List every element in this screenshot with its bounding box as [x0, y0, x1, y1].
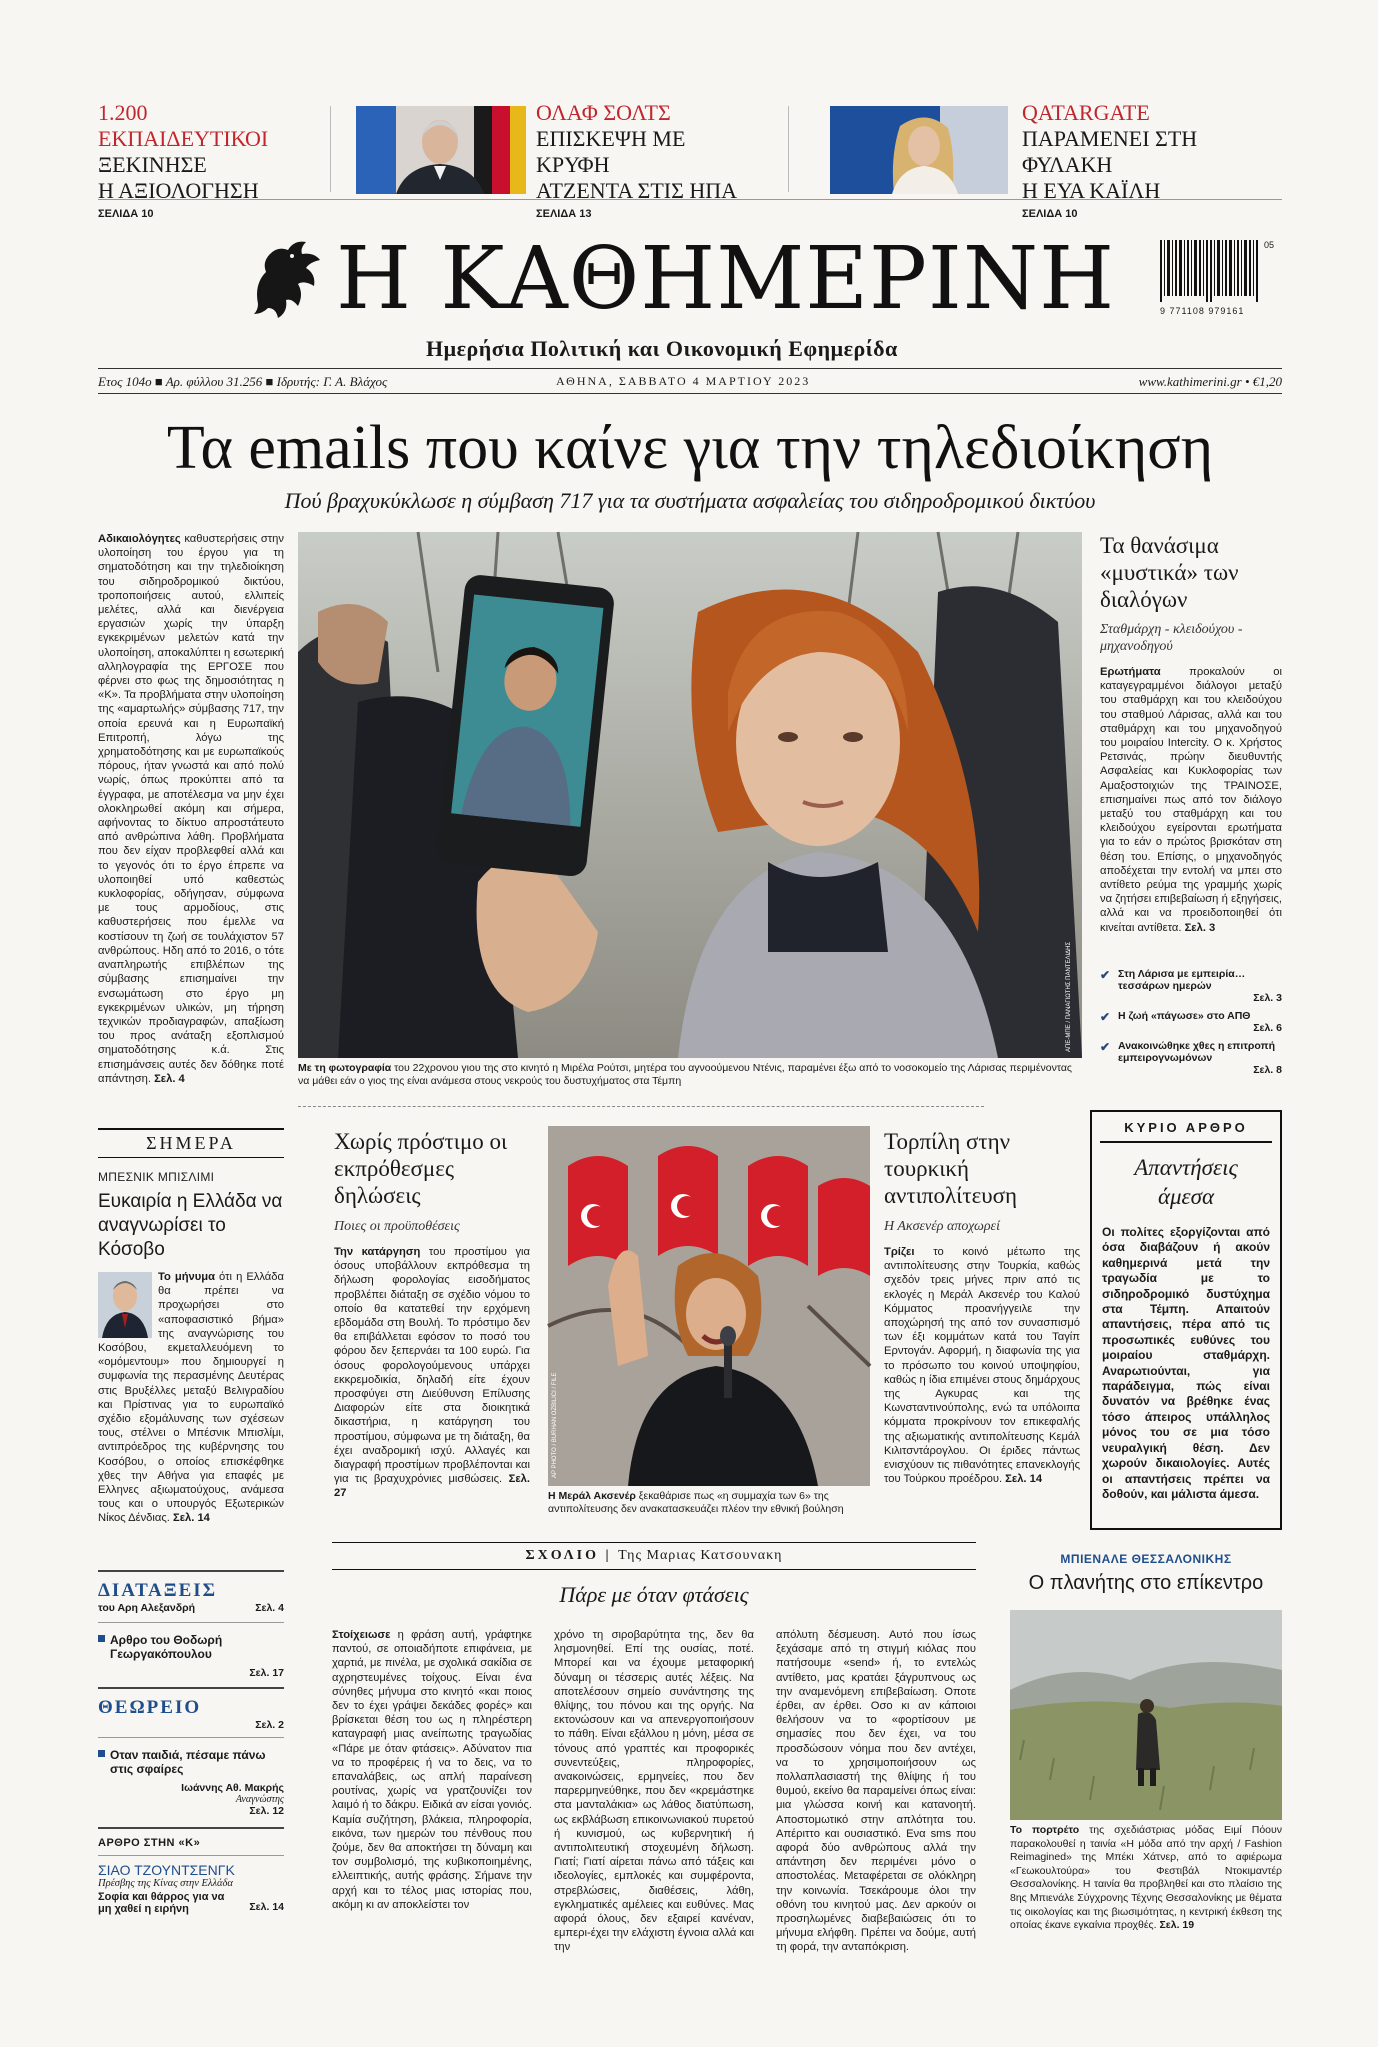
section-title[interactable]: ΔΙΑΤΑΞΕΙΣ: [98, 1580, 218, 1601]
column-text-1: [332, 1628, 532, 1938]
page-ref: Σελ. 12: [249, 1805, 284, 1817]
section-title[interactable]: ΘΕΩΡΕΙΟ: [98, 1697, 202, 1718]
caption-lead: Το πορτρέτο: [1010, 1824, 1080, 1836]
biennale-photo: [1010, 1610, 1282, 1820]
page-ref[interactable]: Σελ. 14: [172, 1512, 210, 1525]
column-label: ΣΧΟΛΙΟ: [525, 1548, 600, 1563]
teaser-line: Η ΑΞΙΟΛΟΓΗΣΗ: [98, 178, 259, 203]
story-kicker: ΜΠΙΕΝΑΛΕ ΘΕΣΣΑΛΟΝΙΚΗΣ: [1060, 1552, 1232, 1566]
lead-word: Το μήνυμα: [158, 1271, 216, 1283]
ref-text: Η ζωή «πάγωσε» στο ΑΠΘ: [1118, 1010, 1251, 1022]
ref-page: Σελ. 8: [1253, 1064, 1282, 1076]
story-body: [1100, 665, 1282, 945]
teaser-line: ΕΠΙΣΚΕΨΗ ΜΕ ΚΡΥΦΗ: [536, 126, 686, 177]
article-title[interactable]: Σοφία και θάρρος για να μη χαθεί η ειρήνη: [98, 1891, 225, 1915]
akshener-caption: [548, 1490, 870, 1516]
article-title: Οταν παιδιά, πέσαμε πάνω στις σφαίρες: [110, 1748, 266, 1776]
photo-credit: ΑΠΕ-ΜΠΕ / ΠΑΝΑΓΙΩΤΗΣ ΠΑΝΤΕΛΙΔΗΣ: [1066, 941, 1072, 1052]
caption-lead: Με τη φωτογραφία: [298, 1062, 392, 1074]
section-title: ΣΗΜΕΡΑ: [98, 1128, 284, 1158]
issue-date: ΑΘΗΝΑ, ΣΑΒΒΑΤΟ 4 ΜΑΡΤΙΟΥ 2023: [556, 374, 811, 388]
caption-text: ξεκαθάρισε πως «η συμμαχία των 6» της αντιπολίτευσης δεν ανακατασκευάζει πλέον την εθνική βούληση: [548, 1490, 844, 1515]
caption-text: του 22χρονου γιου της στο κινητό η Μιρέλα Ρούτσι, μητέρα του αγνοούμενου Ντένις, παραμένει έξω από το νοσοκομείο της Λάρισας περιμένοντας να μάθει εάν ο γιος της είναι ανάμεσα στους νεκρούς του δυστυχήματος στα Τέμπη: [298, 1062, 1072, 1087]
biennale-caption: [1010, 1824, 1282, 1933]
masthead: [98, 212, 1282, 362]
caption-lead: Η Μεράλ Ακσενέρ: [548, 1490, 636, 1502]
teaser-kicker: 1.200 ΕΚΠΑΙΔΕΥΤΙΚΟΙ: [98, 100, 269, 151]
column-text-3: απόλυτη δέσμευση. Αυτό που ίσως ξεχάσαμε από τη στιγμή κιόλας που πατήσουμε «send» ή, το εντελώς αντίθετο, μας κρατάει ξάγρυπνους ως την αναμενόμενη επιβεβαίωση. Οποτε έρθει, αν έρθει. Οσο κι αν κάποιοι θελήσουν να το «φορτίσουν με σημασίες που δεν έχει, να του προσδώσουν νόημα που δεν αντέχει, να το χρησιμοποιήσουν ως πολλαπλασιαστή της θλίψης ή του θυμού, εκείνο θα παραμείνει όπως είναι: μια γλώσσα κοινή και κατανοητή. Αποστομωτικό στην απλότητα του. Απέριττο και ουσιαστικό. Ενα sms που αφορά δύο ανθρώπους αλλά την απάντηση δεν περιμένει μόνο ο αποστολέας. Μεταφέρεται σε ολόκληρη την κοινωνία. Τσεκάρουμε όλοι την οθόνη του κινητού μας. Δεν αρκούν οι προσηλωμένες διαβεβαιώσεις ότι το μήνυμα ελήφθη. Πρέπει να δούμε, αυτή τη φορά, την ανταπόκριση.: [776, 1629, 976, 1954]
ref-page: Σελ. 6: [1253, 1022, 1282, 1034]
lead-word: Ερωτήματα: [1100, 666, 1161, 678]
page-ref[interactable]: Σελ. 14: [1005, 1473, 1043, 1486]
teaser-line: ΞΕΚΙΝΗΣΕ: [98, 152, 207, 177]
biennale-story: [1010, 1552, 1282, 1595]
article-link[interactable]: [98, 1748, 284, 1776]
ref-text: Ανακοινώθηκε χθες η επιτροπή εμπειρογνωμόνων: [1118, 1040, 1275, 1064]
newspaper-title[interactable]: Η ΚΑΘΗΜΕΡΙΝΗ: [336, 229, 1116, 329]
barcode-number: 9 771108 979161: [1160, 306, 1245, 316]
story-kicker: Ποιες οι προϋποθέσεις: [334, 1219, 460, 1234]
story-title[interactable]: Ο πλανήτης στο επίκεντρο: [1028, 1572, 1264, 1594]
story-kicker: ΜΠΕΣΝΙΚ ΜΠΙΣΛΙΜΙ: [98, 1170, 215, 1184]
ref-page: Σελ. 3: [1253, 992, 1282, 1004]
checkmark-icon: ✔: [1100, 968, 1111, 982]
lead-word: Στοίχειωσε: [332, 1629, 391, 1641]
teaser-page: ΣΕΛΙΔΑ 10: [98, 208, 154, 220]
griffin-logo-icon: [248, 234, 324, 320]
barcode-icon: [1160, 240, 1260, 302]
related-refs: [1100, 968, 1282, 1082]
teaser-kicker: QATARGATE: [1022, 100, 1150, 125]
column-title[interactable]: Πάρε με όταν φτάσεις: [559, 1582, 749, 1607]
checkmark-icon: ✔: [1100, 1010, 1111, 1024]
page-ref[interactable]: Σελ. 3: [1184, 921, 1216, 934]
teaser-page: ΣΕΛΙΔΑ 13: [536, 208, 592, 220]
tax-story: [334, 1128, 530, 1505]
lead-word: Την κατάργηση: [334, 1246, 421, 1258]
caption-text: της σχεδιάστριας μόδας Ειμί Πόουν παρακολουθεί η ταινία «Η μόδα από την αρχή / Fashion Reimagined» της Μπέκι Χάτνερ, από το αφιέρωμα «Γεωκουλτούρα» του Φεστιβάλ Ντοκιμαντέρ Θεσσαλονίκης. Η ταινία θα προβληθεί και στο πλαίσιο της 8ης Μπιενάλε Σύγχρονης Τέχνης Θεσσαλονίκης με θέματα τις οικολογίας και της βιωσιμότητας, η κεντρική έκθεση της οποίας έκανε εγκαίνια προχθές.: [1010, 1824, 1282, 1932]
author-role: Αναγνώστης: [235, 1794, 284, 1805]
story-title[interactable]: Τορπίλη στην τουρκική αντιπολίτευση: [884, 1129, 1018, 1208]
teaser-line: ΑΤΖΕΝΤΑ ΣΤΙΣ ΗΠΑ: [536, 178, 738, 203]
barcode-issue: 05: [1264, 240, 1275, 250]
bislimi-photo: [98, 1272, 152, 1338]
bullet-icon: [98, 1750, 105, 1757]
story-text: του προστίμου για όσους υποβάλλουν εκπρόθεσμα τη δήλωση φορολογίας εισοδήματος προβλέπει διάταξη σε σχέδιο νόμου το οποίο θα κατατεθεί την ερχόμενη εβδομάδα στη Βουλή. Το πρόστιμο δεν θα επιβάλλεται εφόσον το ποσό του φόρου δεν ξεπερνάει τα 100 ευρώ. Για όσους φορολογούμενους υπάρχει εκκρεμοδικία, δηλαδή είτε έχουν προσφύγει στη Διεύθυνση Επίλυσης Διαφορών είτε στα διοικητικά δικαστήρια, η κατάργηση του προστίμου, σύμφωνα με τη διάταξη, θα έχει αναδρομική ισχύ. Αλλαγές και διαγραφή προστίμων προβλέπονται και για τις βραχυχρόνιες μισθώσεις.: [334, 1246, 530, 1486]
scholz-photo: [356, 106, 526, 194]
related-ref[interactable]: [1100, 1010, 1282, 1034]
editorial-body: Οι πολίτες εξοργίζονται από όσα διαβάζουν ή ακούν καθημερινά μετά την τραγωδία με το σιδηροδρομικό δυστύχημα στα Τέμπη. Απαιτούν απαντήσεις, πέρα από τις προσωπικές ευθύνες του μοιραίου σταθμάρχη. Αναρωτιούνται, για παράδειγμα, πώς είναι δυνατόν να βρέθηκε ένας τόσο άπειρος υπάλληλος μόνος του σε μια τόσο νευραλγική θέση. Δεν χωρούν δικαιολογίες. Αυτές οι απαντήσεις πρέπει να δοθούν, και μάλιστα άμεσα.: [1102, 1225, 1270, 1501]
teaser-page: ΣΕΛΙΔΑ 10: [1022, 208, 1078, 220]
page-ref[interactable]: Σελ. 27: [334, 1473, 531, 1500]
teaser-scholz[interactable]: [536, 100, 754, 220]
story-body: [98, 1270, 284, 1525]
turkey-story: [884, 1128, 1080, 1525]
story-text: ότι η Ελλάδα θα πρέπει να προχωρήσει στο «αποφασιστικό βήμα» της αναγνώρισης του Κοσόβου, εκμεταλλευόμενη το «ομόμεντουμ» που δημιουργεί η συμφωνία της περασμένης Δευτέρας στις Βρυξέλλες μεταξύ Βελιγραδίου και Πρίστινας για το ευρωπαϊκό σχέδιο εξομάλυνσης των σχέσεων τους, στέλνει ο Μπέσνικ Μπισλίμι, αντιπρόεδρος της κυβέρνησης του Κοσόβου, ο οποίος επισκέφθηκε χθες την Αθήνα για επαφές με Ελληνες αξιωματούχους, ανάμεσα τους και ο υπουργός Εξωτερικών Νίκος Δένδιας.: [98, 1271, 284, 1525]
author-name[interactable]: ΣΙΑΟ ΤΖΟΥΝΤΣΕΝΓΚ: [98, 1862, 235, 1878]
divider: [330, 106, 331, 192]
page-ref: Σελ. 14: [249, 1901, 284, 1913]
main-photo: [298, 532, 1082, 1058]
column-text: η φράση αυτή, γράφτηκε παντού, σε οποιαδήποτε επιφάνεια, με χαρτιά, με πινέλα, με σχολικά σακίδια σε αχρηστευμένες τοίχους. Είναι ένα σύνηθες μήνυμα στο κινητό «και ποιος δεν το έχει γράψει δεκάδες φορές» και βρίσκεται θέση του ως η πληρέστερη καταγραφή μιας ανείπωτης τραγωδίας «Πάρε με όταν φτάσεις». Αδύνατον πια να το προφέρεις ή να το δεις, να το επαναλάβεις, ως απλή παραίνεση ρουτίνας, χωρίς να γρατζουνίζει τον λαιμό ή το δάκρυ. Ειδικά αν είσαι γονιός. Καμία συζήτηση, βλάκεια, πληροφορία, εικόνα, των ημερών του πένθους που ζούμε, δεν θα αποκτήσει τη δύναμη και τον συμβολισμό, της κυβικοποιημένης, ελλειπτικής, αυτής φράσης. Σήμανε την αρχή και το τέλος μιας ιστορίας που, ακόμη κι αν αποκλείστει τον: [332, 1629, 532, 1911]
divider: [298, 1106, 984, 1107]
column-text-2: χρόνο τη σιροβαρύτητα της, δεν θα λησμονηθεί. Επί της ουσίας, ποτέ. Μπορεί και να έχουμε μεταφορική δύναμη οι τέσσερις αυτές λέξεις. Να αποτελέσουν σημείο συνάντησης της θλίψης, του πόνου και της οργής. Να εκτονώσουν και να απενεργοποιήσουν το πάθη. Είναι εξάλλου η μόνη, μέσα σε τόνους από γραπτές και προφορικές συνεντεύξεις, πληροφορίες, ανακοινώσεις, ερμηνείες, που δεν παρερμηνεύθηκε, που δεν «κρεμάστηκε στα μανταλάκια» ως λάθος διατύπωση, ως εκβλάβωση επικοινωνιακού πυρετού ή κυνισμού, ως κυβερνητική ή αντιπολιτευτική στοχευμένη δήλωση. Γιατί; Γιατί αίρεται πάνω από τάξεις και ιδεολογίες, εμπλοκές και συμφέροντα, στρεβλώσεις, διαθέσεις, λάθη, εγκληματικές αμέλειες και ευθύνες. Μας αφορά όλους, δεν εξαιρεί κανέναν, εμπερι-έχει την ελάχιστη έγνοια αλλά και την: [554, 1629, 754, 1954]
dateline: [98, 368, 1282, 394]
today-section: [98, 1128, 284, 1525]
author: Ιωάννης Αθ. Μακρής: [181, 1782, 284, 1794]
story-text: προκαλούν οι καταγεγραμμένοι διάλογοι μεταξύ του σταθμάρχη και του κλειδούχου του σταθμού Λάρισας, αλλά και του σταθμάρχη και του μηχανοδηγού του μοιραίου Intercity. Ο κ. Χρήστος Ρετσινάς, πρώην διευθυντής Ασφαλείας και Κυκλοφορίας των Αμαξοστοιχιών της ΤΡΑΙΝΟΣΕ, επισημαίνει πως από τον διάλογο μεταξύ του σταθμάρχη και του κλειδούχου εγείρονται ερωτήματα για το εάν ο πρώτος βρισκόταν στη θέση του. Επίσης, ο μηχανοδηγός αποδέχεται την εντολή να μπει στο αντίθετο ρεύμα της γραμμής χωρίς να ζητήσει επιβεβαίωση ή εξηγήσεις, αλλά και να προειδοποιηθεί ότι κινείται αντίθετα.: [1100, 666, 1282, 934]
main-photo-caption: [298, 1062, 1082, 1088]
kaili-photo: [830, 106, 1008, 194]
barcode: [1160, 240, 1280, 320]
editorial-title[interactable]: Απαντήσεις άμεσα: [1134, 1155, 1238, 1209]
author-role: Πρέσβης της Κίνας στην Ελλάδα: [98, 1878, 233, 1889]
section-label: ΚΥΡΙΟ ΑΡΘΡΟ: [1100, 1112, 1272, 1143]
teaser-qatargate[interactable]: [1022, 100, 1282, 220]
lead-text: καθυστερήσεις στην υλοποίηση του έργου για τη σηματοδότηση και την τηλεδιοίκηση του σιδηροδρομικού δικτύου, τροποποιήσεις αυτού, ελλιπείς μελέτες, αλλά και διενέργεια εργασιών χωρίς την ύπαρξη εγκεκριμένων μελετών κατά την υλοποίηση, αποκαλύπτει η εσωτερική αλληλογραφία της ΕΡΓΟΣΕ που φέρνει στο φως της δημοσιότητας η «Κ». Τα προβλήματα στην υλοποίηση της «αμαρτωλής» σύμβασης 717, την οποία ερευνά και η Ευρωπαϊκή Επιτροπή, λόγω της χρηματοδότησης και με ευρωπαϊκούς πόρους, ήταν γνωστά και από πολύ νωρίς, όπως προκύπτει από τα έγγραφα, με αποτέλεσμα να μην έχει ολοκληρωθεί ακόμη και σήμερα, αφήνοντας το δίκτυο απροστάτευτο από ανθρώπινα λάθη. Προβλήματα που δεν είχαν προβλεφθεί αλλά και το γεγονός ότι το έργο έπρεπε να υλοποιηθεί υπό καθεστώς κυκλοφορίας, οδήγησαν, σύμφωνα με τους αρμοδίους, στις καθυστερήσεις που έμελλε να κοστίσουν τη ζωή σε τουλάχιστον 57 ανθρώπους. Ηδη από το 2016, ο τότε αναπληρωτής επιβλέπων της σύμβασης επισημαίνει την ενσωμάτωση στο έργο μη εγκεκριμένων υλικών, μη τήρηση τεχνικών προδιαγραφών, απαξίωση του προς ανάταξη εξοπλισμού σηματοδότησης κ.ά. Στις επισημάνσεις αυτές δεν δόθηκε ποτέ απάντηση.: [98, 533, 284, 1085]
teaser-education[interactable]: [98, 100, 316, 220]
dialogues-story: [1100, 532, 1282, 945]
main-headline[interactable]: Τα emails που καίνε για την τηλεδιοίκηση: [166, 414, 1214, 482]
ref-text: Στη Λάρισα με εμπειρία… τεσσάρων ημερών: [1118, 968, 1246, 992]
author: του Αρη Αλεξανδρή: [98, 1602, 195, 1614]
editorial-box: [1090, 1110, 1282, 1530]
article-title: Αρθρο του Θοδωρή Γεωργακόπουλου: [110, 1633, 223, 1661]
related-ref[interactable]: [1100, 1040, 1282, 1076]
teaser-kicker: ΟΛΑΦ ΣΟΛΤΣ: [536, 100, 671, 125]
website-price[interactable]: www.kathimerini.gr • €1,20: [1138, 374, 1282, 389]
diataxeis-section: [98, 1570, 284, 1913]
page-ref: Σελ. 4: [255, 1602, 284, 1614]
photo-credit: AP PHOTO / BURHAN OZBILICI / FILE: [552, 1372, 558, 1478]
column-author: Της Μαριας Κατσουνακη: [618, 1548, 783, 1563]
story-text: το κοινό μέτωπο της αντιπολίτευσης στην Τουρκία, καθώς σχεδόν τρεις μήνες πριν από τις εκλογές η Μεράλ Ακσενέρ του Καλού Κόμματος προανήγγειλε την αποχώρησή της από τον συνασπισμό των έξι κομμάτων κατά του Ταγίπ Ερντογάν. Αφορμή, η διαφωνία της για το πρόσωπο του κοινού υποψηφίου, καθώς η ίδια επιμένει στους δημάρχους της Αγκυρας και της Κωνσταντινούπολης, ενώ τα υπόλοιπα κόμματα προκρίνουν τον επικεφαλής της αξιωματικής αντιπολίτευσης Κεμάλ Κιλιτσντάρογλου. Οι έριδες πάντως ενισχύουν τις πιθανότητες επανεκλογής του Τούρκου προέδρου.: [884, 1246, 1080, 1486]
story-subtitle: Σταθμάρχη - κλειδούχου - μηχανοδηγού: [1100, 622, 1243, 654]
page-ref[interactable]: Σελ. 19: [1159, 1919, 1195, 1932]
main-subheadline: Πού βραχυκύκλωσε η σύμβαση 717 για τα συστήματα ασφαλείας του σιδηροδρομικού δικτύου: [284, 488, 1096, 513]
story-body: [884, 1245, 1080, 1525]
bullet-icon: [98, 1635, 105, 1642]
section-label: ΑΡΘΡΟ ΣΤΗΝ «Κ»: [98, 1837, 201, 1849]
column-header: ΣΧΟΛΙΟ | Της Μαριας Κατσουνακη: [332, 1542, 976, 1570]
page-ref[interactable]: Σελ. 4: [154, 1072, 185, 1085]
teaser-line: ΠΑΡΑΜΕΝΕΙ ΣΤΗ ΦΥΛΑΚΗ: [1022, 126, 1198, 177]
story-title[interactable]: Ευκαιρία η Ελλάδα να αναγνωρίσει το Κόσοβο: [98, 1191, 283, 1260]
checkmark-icon: ✔: [1100, 1040, 1111, 1054]
lead-article-body: [98, 532, 284, 1092]
teaser-line: Η ΕΥΑ ΚΑΪΛΗ: [1022, 178, 1161, 203]
article-link[interactable]: [98, 1633, 284, 1661]
story-body: [334, 1245, 530, 1505]
story-title[interactable]: Χωρίς πρόστιμο οι εκπρόθεσμες δηλώσεις: [334, 1129, 508, 1208]
divider: [788, 106, 789, 192]
lead-word: Τρίζει: [884, 1246, 915, 1258]
page-ref: Σελ. 17: [249, 1667, 284, 1679]
page-ref: Σελ. 2: [255, 1719, 284, 1731]
issue-info: Ετος 104ο ■ Αρ. φύλλου 31.256 ■ Ιδρυτής: Γ. Α. Βλάχος: [98, 374, 388, 389]
akshener-photo: [548, 1126, 870, 1486]
story-title[interactable]: Τα θανάσιμα «μυστικά» των διαλόγων: [1100, 533, 1239, 612]
related-ref[interactable]: [1100, 968, 1282, 1004]
story-kicker: Η Ακσενέρ αποχωρεί: [884, 1219, 1000, 1234]
teaser-strip: [98, 100, 1282, 220]
newspaper-tagline: Ημερήσια Πολιτική και Οικονομική Εφημερίδα: [426, 336, 898, 361]
lead-word: Αδικαιολόγητες: [98, 533, 181, 545]
